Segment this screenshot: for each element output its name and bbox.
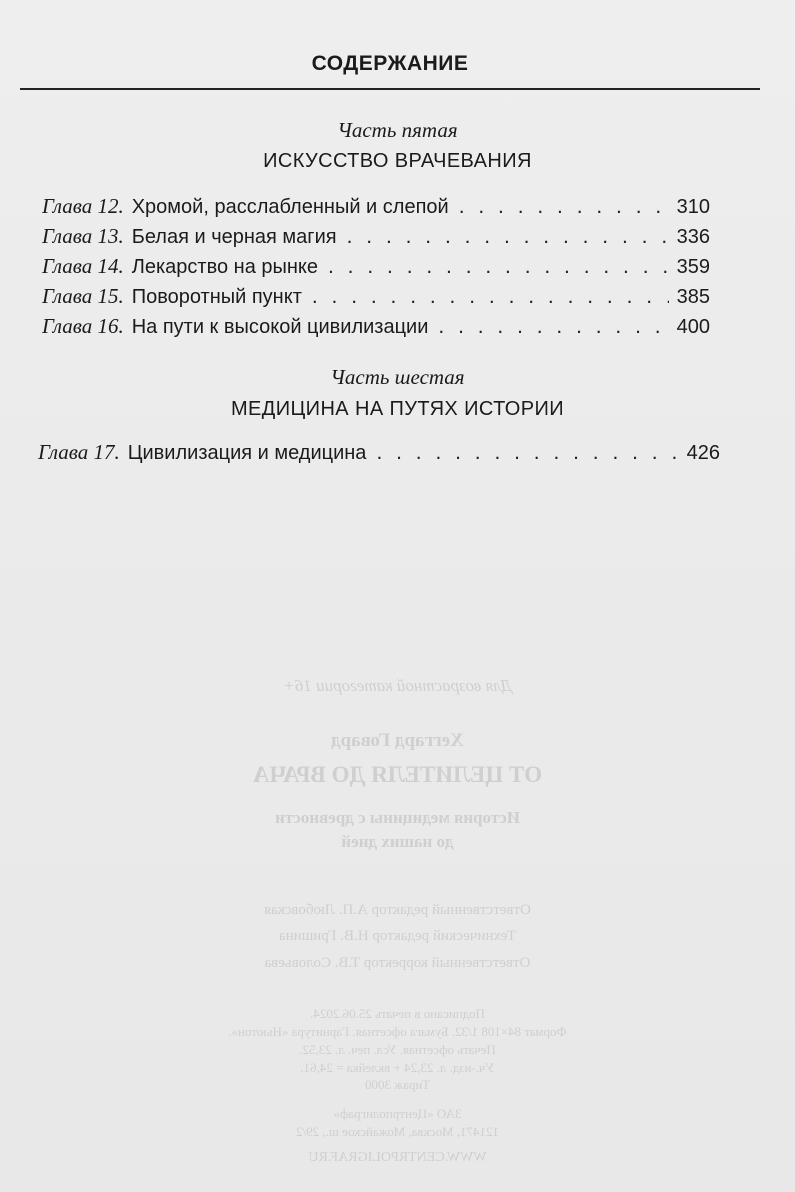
page-number: 400: [676, 316, 710, 338]
chapter-label: Глава 14.: [42, 254, 124, 278]
header-divider: [20, 88, 760, 90]
bleed-print-5: Тираж 3000: [364, 1077, 431, 1092]
bleed-subtitle-1: История медицины с древности: [275, 808, 520, 827]
dot-leader: [347, 225, 669, 249]
chapter-title: Хромой, расслабленный и слепой: [131, 196, 449, 218]
bleed-url: WWW.CENTRPOLIGRAF.RU: [308, 1150, 487, 1165]
toc-entry[interactable]: [42, 254, 710, 279]
page-number: 426: [686, 442, 720, 464]
bleed-book-title: ОТ ЦЕЛИТЕЛЯ ДО ВРАЧА: [252, 762, 543, 787]
chapter-title: Цивилизация и медицина: [127, 442, 367, 464]
chapter-label: Глава 15.: [42, 284, 124, 308]
bleed-age-rating: Для возрастной категории 16+: [283, 676, 512, 695]
part-title: МЕДИЦИНА НА ПУТЯХ ИСТОРИИ: [230, 398, 565, 420]
page-number: 336: [676, 226, 710, 248]
page-number: 310: [676, 196, 710, 218]
chapter-title: Лекарство на рынке: [131, 256, 319, 278]
toc-entry[interactable]: [42, 224, 710, 249]
toc-entry[interactable]: [42, 314, 710, 339]
toc-entry[interactable]: [42, 194, 710, 219]
bleed-corrector: Ответственный корректор Т.В. Соловьева: [264, 955, 531, 971]
dot-leader: [328, 255, 669, 279]
bleed-subtitle-2: до наших дней: [341, 832, 454, 851]
page-title: СОДЕРЖАНИЕ: [311, 52, 469, 75]
chapter-label: Глава 17.: [38, 440, 120, 464]
chapter-label: Глава 12.: [42, 194, 124, 218]
bleed-print-1: Подписано в печать 25.06.2024.: [310, 1006, 485, 1021]
chapter-title: Поворотный пункт: [131, 286, 302, 308]
bleed-print-2: Формат 84×108 1/32. Бумага офсетная. Гарнитура «Ньютон».: [228, 1024, 567, 1039]
bleed-print-3: Печать офсетная. Усл. печ. л. 23,52.: [299, 1042, 496, 1057]
dot-leader: [312, 285, 669, 309]
bleed-editor: Ответственный редактор А.П. Любовская: [264, 902, 531, 918]
page-number: 385: [676, 286, 710, 308]
bleed-publisher-2: 121471, Москва, Можайское ш., 29/2: [296, 1124, 499, 1139]
bleed-publisher-1: ЗАО «Центрполиграф»: [333, 1106, 462, 1121]
bleed-print-4: Уч.-изд. л. 23,24 + вклейка = 24,61.: [300, 1060, 495, 1075]
part-title: ИСКУССТВО ВРАЧЕВАНИЯ: [263, 150, 532, 172]
chapter-label: Глава 16.: [42, 314, 124, 338]
part-label: Часть шестая: [330, 365, 465, 389]
bleed-tech-editor: Технический редактор Н.В. Гришина: [279, 928, 516, 944]
part-label: Часть пятая: [337, 118, 458, 142]
toc-entry[interactable]: [38, 440, 720, 465]
dot-leader: [376, 441, 678, 465]
chapter-label: Глава 13.: [42, 224, 124, 248]
chapter-title: Белая и черная магия: [131, 226, 337, 248]
contents-header: [20, 44, 760, 90]
chapter-title: На пути к высокой цивилизации: [131, 316, 429, 338]
dot-leader: [459, 195, 669, 219]
dot-leader: [438, 315, 668, 339]
bleed-author: Хеггард Говард: [331, 730, 464, 751]
toc-entry[interactable]: [42, 284, 710, 309]
page-number: 359: [676, 256, 710, 278]
